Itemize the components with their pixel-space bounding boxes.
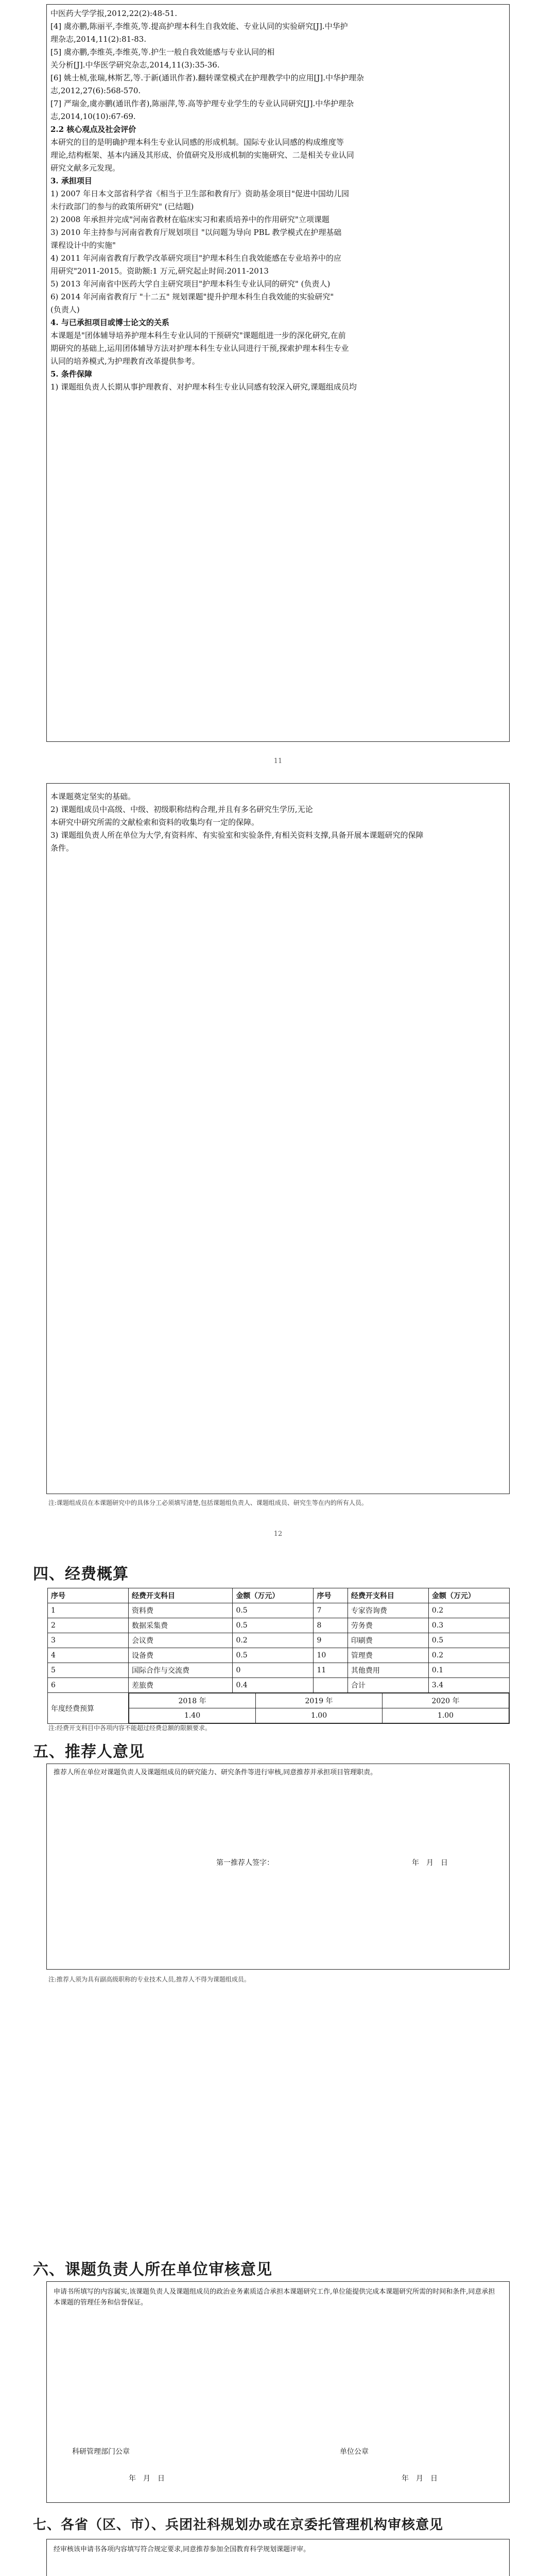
text-line: 1) 课题组负责人长期从事护理教育、对护理本科生专业认同感有较深入研究,课题组成员均: [50, 382, 357, 392]
text-line: 2.2 核心观点及社会评价: [50, 125, 136, 134]
budget-row: [48, 1603, 510, 1618]
budget-cell: [314, 1678, 348, 1693]
text-line: 认同的培养模式,为护理教育改革提供参考。: [50, 357, 200, 366]
text-line: 4. 与已承担项目或博士论文的关系: [50, 318, 169, 327]
budget-row: [48, 1678, 510, 1693]
budget-annual-row: [48, 1693, 510, 1724]
budget-annual-cell: 2019 年: [256, 1693, 383, 1708]
budget-cell: 2: [48, 1618, 129, 1633]
budget-cell: 序号: [314, 1588, 348, 1603]
text-line: 本研究的目的是明确护理本科生专业认同感的形成机制。国际专业认同感的构成维度等: [50, 138, 344, 147]
text-line: 关分析[J].中华医学研究杂志,2014,11(3):35-36.: [50, 60, 220, 70]
budget-cell: 0.2: [428, 1603, 509, 1618]
budget-row: [48, 1588, 510, 1603]
budget-cell: 3.4: [428, 1678, 509, 1693]
budget-cell: 专家咨询费: [348, 1603, 428, 1618]
province-review-title: 七、各省（区、市）、兵团社科规划办或在京委托管理机构审核意见: [33, 2517, 444, 2533]
budget-annual-label: 年度经费预算: [48, 1693, 129, 1724]
text-line: 5. 条件保障: [50, 369, 92, 379]
budget-cell: 3: [48, 1633, 129, 1648]
text-line: 本课题是"团体辅导培养护理本科生专业认同的干预研究"课题组进一步的深化研究,在前: [50, 331, 346, 340]
text-line: 未行政部门的参与的政策所研究" (已结题): [50, 202, 194, 211]
budget-cell: 10: [314, 1648, 348, 1663]
unit-review-frame: [46, 2281, 510, 2503]
budget-cell: 6: [48, 1678, 129, 1693]
budget-cell: 0.4: [233, 1678, 314, 1693]
budget-cell: 经费开支科目: [129, 1588, 233, 1603]
budget-title: 四、经费概算: [33, 1565, 129, 1583]
budget-cell: 5: [48, 1663, 129, 1678]
text-line: 本研究中研究所需的文献检索和资料的收集均有一定的保障。: [50, 818, 259, 827]
budget-cell: 合计: [348, 1678, 428, 1693]
text-line: 6) 2014 年河南省教育厅 "十二五" 规划课题"提升护理本科生自我效能的实验研究": [50, 292, 334, 301]
text-line: 志,2012,27(6):568-570.: [50, 86, 141, 95]
budget-note: 注:经费开支科目中各项内容不能超过经费总额的限额要求。: [48, 1724, 212, 1732]
budget-cell: 序号: [48, 1588, 129, 1603]
budget-row: [48, 1663, 510, 1678]
text-line: 3) 2010 年主持参与河南省教育厅规划项目 "以问题为导向 PBL 教学模式在护理基础: [50, 228, 342, 237]
text-line: 2) 2008 年承担并完成"河南省教材在临床实习和素质培养中的作用研究"立项课题: [50, 215, 329, 224]
unit-review-title: 六、课题负责人所在单位审核意见: [33, 2261, 272, 2279]
text-line: 理杂志,2014,11(2):81-83.: [50, 35, 147, 44]
unit-sig-left: 科研管理部门公章: [72, 2448, 130, 2456]
text-line: [4] 虞亦鹏,陈丽平,李维英,等.提高护理本科生自我效能、专业认同的实验研究[J].中华护: [50, 22, 348, 31]
budget-cell: 会议费: [129, 1633, 233, 1648]
budget-cell: 7: [314, 1603, 348, 1618]
budget-annual-table: [129, 1693, 509, 1723]
text-line: 中医药大学学报,2012,22(2):48-51.: [50, 9, 178, 18]
page-2-frame: [46, 783, 510, 1494]
text-line: 期研究的基础上,运用团体辅导方法对护理本科生专业认同进行干预,探索护理本科生专业: [50, 344, 349, 353]
page-1-body: [50, 7, 503, 394]
text-line: 1) 2007 年日本文部省科学省《相当于卫生部和教育厅》资助基金项目"促进中国幼儿园: [50, 189, 350, 198]
budget-cell: 管理费: [348, 1648, 428, 1663]
text-line: 志,2014,10(10):67-69.: [50, 112, 136, 121]
text-line: 课程设计中的实施": [50, 241, 116, 250]
budget-annual-cell: 1.00: [383, 1708, 509, 1723]
unit-date-right: 年 月 日: [402, 2475, 438, 2483]
recommend-title: 五、推荐人意见: [33, 1743, 145, 1761]
budget-annual-cell: 2020 年: [383, 1693, 509, 1708]
budget-row: [48, 1633, 510, 1648]
budget-annual-subrow: [129, 1708, 509, 1723]
budget-row: [48, 1648, 510, 1663]
budget-cell: 资料费: [129, 1603, 233, 1618]
recommend-note: 注:推荐人须为具有副高级职称的专业技术人员,推荐人不得为课题组成员。: [48, 1976, 250, 1983]
budget-cell: 0.5: [428, 1633, 509, 1648]
budget-cell: 0.3: [428, 1618, 509, 1633]
unit-review-body: 申请书所填写的内容属实,该课题负责人及课题组成员的政治业务素质适合承担本课题研究工作,单位能提供完成本课题研究所需的时间和条件,同意承担本课题的管理任务和信誉保证。: [54, 2288, 495, 2307]
budget-cell: 设备费: [129, 1648, 233, 1663]
budget-cell: 经费开支科目: [348, 1588, 428, 1603]
province-review-body: 经审核该申请书各项内容填写符合规定要求,同意推荐参加全国教育科学规划课题评审。: [54, 2546, 310, 2553]
text-line: (负责人): [50, 305, 80, 314]
text-line: 用研究"2011-2015。资助额:1 万元,研究起止时间:2011-2013: [50, 266, 269, 276]
budget-cell: 8: [314, 1618, 348, 1633]
budget-cell: 国际合作与交流费: [129, 1663, 233, 1678]
budget-cell: 其他费用: [348, 1663, 428, 1678]
page-2-body: [50, 790, 503, 855]
budget-cell: 0.5: [233, 1603, 314, 1618]
budget-cell: 劳务费: [348, 1618, 428, 1633]
budget-cell: 4: [48, 1648, 129, 1663]
recommend-signature: 第一推荐人签字：: [216, 1859, 274, 1867]
budget-cell: 0: [233, 1663, 314, 1678]
unit-sig-right: 单位公章: [340, 2448, 369, 2456]
text-line: 4) 2011 年河南省教育厅教学改革研究项目"护理本科生自我效能感在专业培养中的应: [50, 253, 342, 263]
budget-cell: 11: [314, 1663, 348, 1678]
budget-cell: 0.2: [428, 1648, 509, 1663]
text-line: [5] 虞亦鹏,李维英,李维英,等.护生一般自我效能感与专业认同的相: [50, 47, 275, 57]
budget-cell: 金额（万元）: [233, 1588, 314, 1603]
budget-cell: 1: [48, 1603, 129, 1618]
unit-date-left: 年 月 日: [129, 2475, 165, 2483]
page-number: 11: [273, 757, 283, 765]
budget-cell: 0.1: [428, 1663, 509, 1678]
budget-cell: 金额（万元）: [428, 1588, 509, 1603]
text-line: 条件。: [50, 843, 74, 853]
text-line: [7] 严瑞金,虞亦鹏(通讯作者),陈丽萍,等.高等护理专业学生的专业认同研究[J].中华护理杂: [50, 99, 354, 108]
budget-annual-cell: 2018 年: [129, 1693, 256, 1708]
budget-cell: 差旅费: [129, 1678, 233, 1693]
budget-cell: 9: [314, 1633, 348, 1648]
page-number: 12: [273, 1530, 283, 1538]
text-line: 本课题奠定坚实的基础。: [50, 792, 136, 801]
recommend-body: 推荐人所在单位对课题负责人及课题组成员的研究能力、研究条件等进行审核,同意推荐并承担项目管理职责。: [54, 1769, 377, 1776]
text-line: [6] 姚士桢,张瑞,林斯艺,等.于新(通讯作者).翻转课堂模式在护理教学中的应用[J].中华护理杂: [50, 73, 364, 82]
page-2: [0, 783, 556, 1546]
budget-cell: 0.5: [233, 1648, 314, 1663]
text-line: 5) 2013 年河南省中医药大学自主研究项目"护理本科生专业认同的研究" (负责人): [50, 279, 331, 289]
budget-row: [48, 1618, 510, 1633]
text-line: 3. 承担项目: [50, 176, 92, 185]
recommend-date: 年 月 日: [412, 1859, 448, 1867]
budget-cell: 印刷费: [348, 1633, 428, 1648]
page-2-note: 注:课题组成员在本课题研究中的具体分工必须填写清楚,包括课题组负责人、课题组成员、研究生等在内的所有人员。: [48, 1499, 368, 1506]
budget-annual-cell: 1.40: [129, 1708, 256, 1723]
budget-annual-values: [129, 1693, 510, 1724]
text-line: 理论,结构框架、基本内涵及其形成、价值研究及形成机制的实施研究、二是相关专业认同: [50, 150, 354, 160]
budget-cell: 数据采集费: [129, 1618, 233, 1633]
unit-review-section: [0, 2257, 556, 2545]
budget-annual-cell: 1.00: [256, 1708, 383, 1723]
budget-cell: 0.5: [233, 1618, 314, 1633]
budget-cell: 0.2: [233, 1633, 314, 1648]
page-1: [0, 0, 556, 773]
text-line: 2) 课题组成员中高级、中级、初级职称结构合理,并且有多名研究生学历,无论: [50, 805, 313, 814]
budget-annual-subrow: [129, 1693, 509, 1708]
text-line: 3) 课题组负责人所在单位为大学,有资料库、有实验室和实验条件,有相关资料支撑,具备开展本课题研究的保障: [50, 831, 424, 840]
recommend-section: [0, 1739, 556, 2007]
budget-table: [47, 1588, 510, 1724]
province-review-section: [0, 2514, 556, 2576]
text-line: 研究文献多元发现。: [50, 163, 120, 173]
